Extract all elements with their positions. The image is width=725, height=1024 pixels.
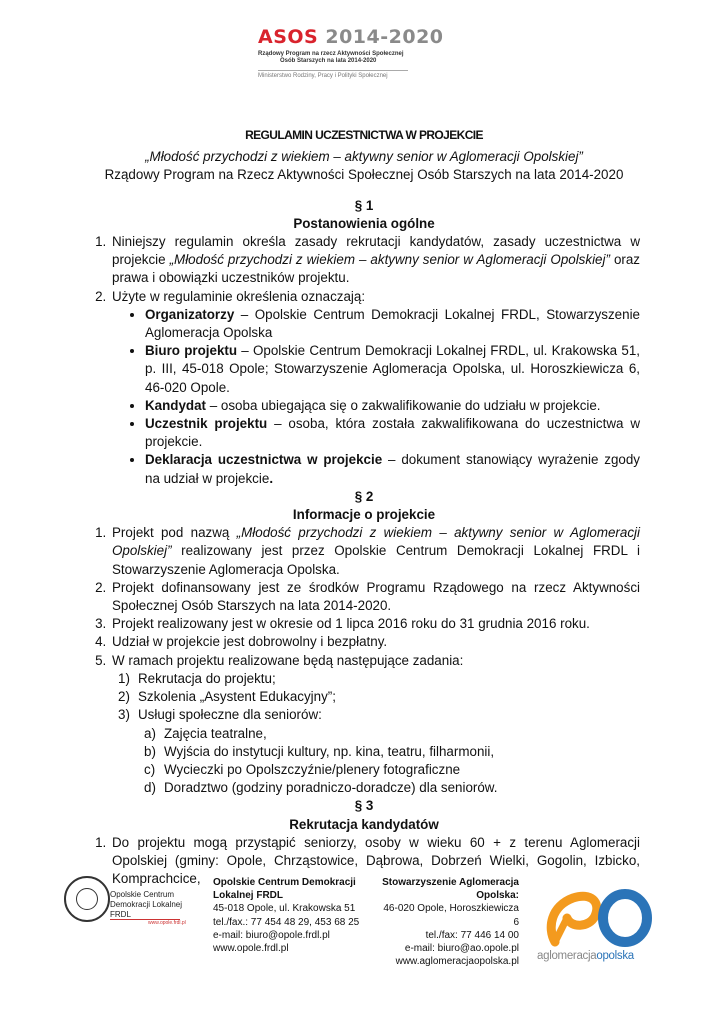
asos-ministry: Ministerstwo Rodziny, Pracy i Polityki Społecznej bbox=[258, 73, 388, 79]
section-2-number: § 2 bbox=[354, 488, 374, 504]
definition-item: • Kandydat – osoba ubiegająca się o zakwalifikowanie do udziału w projekcie. bbox=[145, 397, 640, 415]
section-3-heading: Rekrutacja kandydatów bbox=[289, 816, 439, 832]
service-item: Wycieczki po Opolszczyźnie/plenery fotograficzne bbox=[164, 761, 461, 777]
list-item: 5. W ramach projektu realizowane będą następujące zadania: Rekrutacja do projektu; Szkolenia „Asystent Edukacyjny”; Usługi społeczne dla seniorów: Zajęcia teatralne, Wyjścia do instytucji kultury, np. kina, teatru, filharmonii, Wycieczki po Opolszczyźnie/plenery fotograficzne Doradztwo (godziny poradniczo-doradcze) dla seniorów. bbox=[110, 652, 640, 798]
email-link[interactable]: e-mail: biuro@ao.opole.pl bbox=[404, 943, 519, 955]
tasks-list bbox=[112, 670, 640, 797]
list-item: 2. Projekt dofinansowany jest ze środków Programu Rządowego na rzecz Aktywności Społecznej Osób Starszych na lata 2014-2020. bbox=[110, 579, 640, 615]
asos-wordmark bbox=[258, 26, 458, 48]
task-item: Rekrutacja do projektu; bbox=[138, 670, 276, 686]
program-name: Rządowy Program na Rzecz Aktywności Społecznej Osób Starszych na lata 2014-2020 bbox=[104, 167, 624, 183]
document-title: REGULAMIN UCZESTNICTWA W PROJEKCIE bbox=[245, 128, 483, 142]
definition-item: • Biuro projektu – Opolskie Centrum Demokracji Lokalnej FRDL, ul. Krakowska 51, p. III, 45-018 Opole; Stowarzyszenie Aglomeracja Opolska, ul. Horoszkiewicza 6, 46-020 Opole. bbox=[145, 342, 640, 397]
task-item: Szkolenia „Asystent Edukacyjny”; bbox=[138, 689, 336, 705]
section-2-heading: Informacje o projekcie bbox=[292, 507, 436, 523]
footer bbox=[0, 874, 725, 974]
services-list bbox=[138, 725, 640, 798]
footer-contact-ao: Stowarzyszenie Aglomeracja Opolska: 46-020 Opole, Horoszkiewicza 6 tel./fax: 77 446 14 00 e-mail: biuro@ao.opole.pl www.aglomeracjaopolska.pl bbox=[378, 876, 519, 968]
document-body bbox=[88, 126, 640, 888]
ocdl-logo-url: www.opole.frdl.pl bbox=[148, 920, 186, 926]
list-item: 2. Użyte w regulaminie określenia oznaczają: • Organizatorzy – Opolskie Centrum Demokracji Lokalnej FRDL, Stowarzyszenie Aglomeracja Opolska • Biuro projektu – Opolskie Centrum Demokracji Lokalnej FRDL, ul. Krakowska 51, p. III, 45-018 Opole; Stowarzyszenie Aglomeracja Opolska, ul. Horoszkiewicza 6, 46-020 Opole. • Kandydat – osoba ubiegająca się o zakwalifikowanie do udziału w projekcie. • Uczestnik projektu – osoba, która została zakwalifikowana do uczestnictwa w projekcie. • Deklaracja uczestnictwa w projekcie – dokument stanowiący wyrażenie zgody na udział w projekcie. bbox=[110, 288, 640, 488]
asos-subtitle-2: Osób Starszych na lata 2014-2020 bbox=[280, 58, 377, 64]
ocdl-logo-text: Opolskie Centrum Demokracji Lokalnej FRDL bbox=[110, 890, 183, 919]
list-item: 1. Do projektu mogą przystąpić seniorzy, osoby w wieku 60 + z terenu Aglomeracji Opolskiej (gminy: Opole, Chrząstowice, Dąbrowa, Dobrzeń Wielki, Gogolin, Izbicko, Komprachcice, bbox=[110, 834, 640, 889]
task-item: Usługi społeczne dla seniorów: Zajęcia teatralne, Wyjścia do instytucji kultury, np. kina, teatru, filharmonii, Wycieczki po Opolszczyźnie/plenery fotograficzne Doradztwo (godziny poradniczo-doradcze) dla seniorów. bbox=[138, 706, 640, 797]
section-1-list bbox=[88, 233, 640, 488]
list-item: 3. Projekt realizowany jest w okresie od 1 lipca 2016 roku do 31 grudnia 2016 roku. bbox=[110, 615, 640, 633]
definition-item: • Uczestnik projektu – osoba, która została zakwalifikowana do uczestnictwa w projekcie. bbox=[145, 415, 640, 451]
section-2-list bbox=[88, 524, 640, 797]
section-3-number: § 3 bbox=[354, 798, 374, 814]
definitions-list bbox=[112, 306, 640, 488]
definition-item: • Organizatorzy – Opolskie Centrum Demokracji Lokalnej FRDL, Stowarzyszenie Aglomeracja Opolska bbox=[145, 306, 640, 342]
asos-logo bbox=[258, 26, 458, 79]
title-block bbox=[88, 126, 640, 185]
service-item: Wyjścia do instytucji kultury, np. kina, teatru, filharmonii, bbox=[164, 743, 495, 759]
email-link[interactable]: e-mail: biuro@opole.frdl.pl bbox=[213, 929, 330, 941]
list-item: 1. Projekt pod nazwą „Młodość przychodzi z wiekiem – aktywny senior w Aglomeracji Opolskiej” realizowany jest przez Opolskie Centrum Demokracji Lokalnej FRDL i Stowarzyszenie Aglomeracja Opolska. bbox=[110, 524, 640, 579]
ao-wordmark: aglomeracjaopolska bbox=[537, 950, 634, 962]
aglomeracja-opolska-logo bbox=[537, 888, 657, 968]
website-link[interactable]: www.aglomeracjaopolska.pl bbox=[395, 956, 519, 968]
ao-mark-icon bbox=[537, 888, 657, 948]
seal-icon bbox=[64, 876, 110, 922]
footer-contact-ocdl: Opolskie Centrum Demokracji Lokalnej FRDL 45-018 Opole, ul. Krakowska 51 tel./fax.: 77 454 48 29, 453 68 25 e-mail: biuro@opole.frdl.pl www.opole.frdl.pl bbox=[213, 877, 360, 955]
asos-name: ASOS bbox=[258, 26, 319, 48]
asos-divider bbox=[258, 70, 408, 71]
section-1-heading: Postanowienia ogólne bbox=[293, 215, 435, 231]
ocdl-logo bbox=[64, 876, 194, 926]
asos-subtitle-1: Rządowy Program na rzecz Aktywności Społecznej bbox=[258, 51, 404, 57]
project-name: „Młodość przychodzi z wiekiem – aktywny senior w Aglomeracji Opolskiej” bbox=[145, 149, 583, 165]
website-link[interactable]: www.opole.frdl.pl bbox=[213, 943, 289, 955]
list-item: 1. Niniejszy regulamin określa zasady rekrutacji kandydatów, zasady uczestnictwa w projekcie „Młodość przychodzi z wiekiem – aktywny senior w Aglomeracji Opolskiej” oraz prawa i obowiązki uczestników projektu. bbox=[110, 233, 640, 288]
asos-years: 2014-2020 bbox=[325, 26, 444, 48]
section-1-number: § 1 bbox=[354, 197, 374, 213]
service-item: Zajęcia teatralne, bbox=[164, 725, 267, 741]
definition-item: • Deklaracja uczestnictwa w projekcie – dokument stanowiący wyrażenie zgody na udział w projekcie. bbox=[145, 451, 640, 487]
service-item: Doradztwo (godziny poradniczo-doradcze) dla seniorów. bbox=[164, 780, 498, 796]
list-item: 4. Udział w projekcie jest dobrowolny i bezpłatny. bbox=[110, 633, 640, 651]
